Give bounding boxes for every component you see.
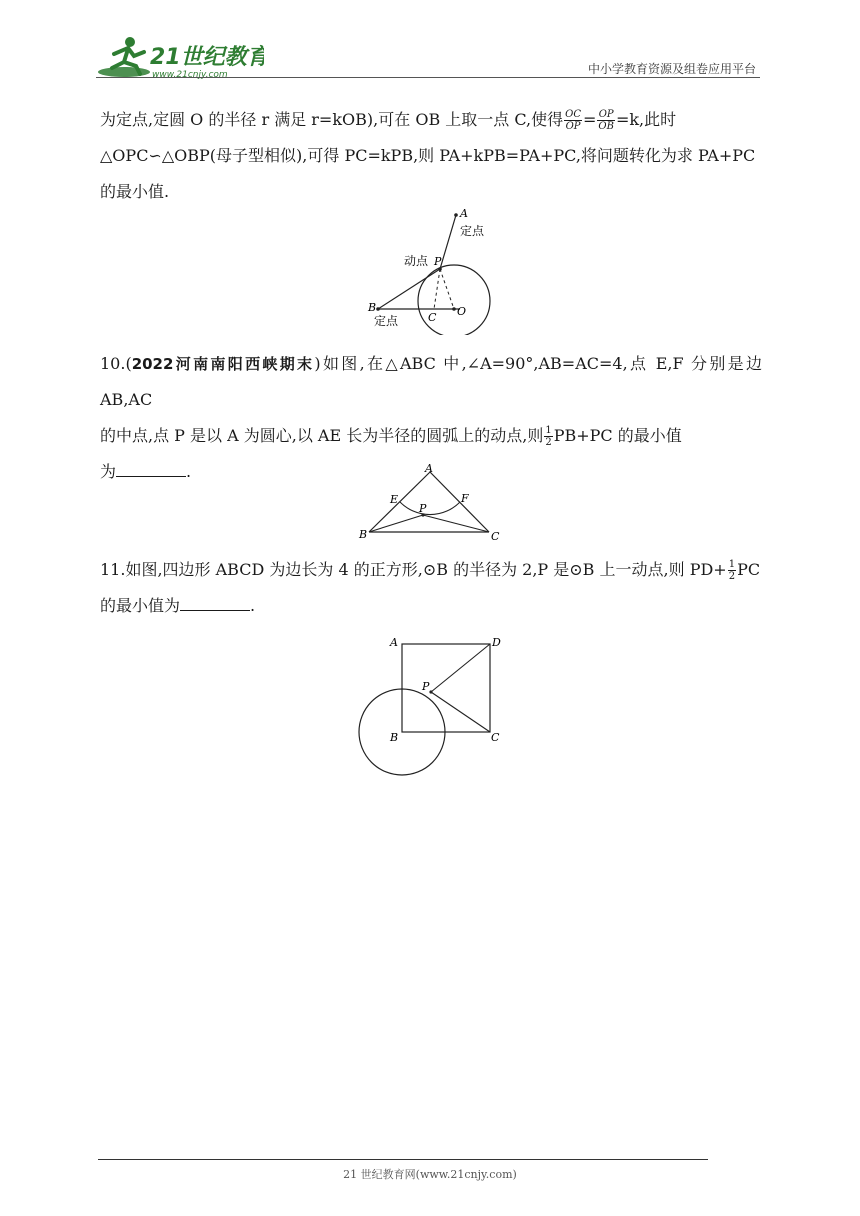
q10-text-b: 的中点,点 P 是以 A 为圆心,以 AE 长为半径的圆弧上的动点,则 [100,426,544,445]
question-11 [100,552,762,624]
logo-subtext: www.21cnjy.com [152,70,228,80]
intro-line2: △OPC∽△OBP(母子型相似),可得 PC=kPB,则 PA+kPB=PA+PC,将问题转化为求 PA+PC [100,146,756,165]
fig1-label-C: C [428,311,437,324]
figure-2 [355,460,505,549]
q10-prefix: 10.( [100,354,132,373]
fig2-label-F: F [461,492,469,505]
fig1-label-A: A [460,207,468,220]
fig1-label-P: P [434,255,442,268]
q10-answer-blank[interactable] [116,462,186,477]
fig1-label-fixed-A: 定点 [460,224,485,238]
fig2-label-C: C [491,530,500,543]
equals-sign: = [583,110,597,129]
fraction-op-ob [597,109,615,132]
fig2-label-E: E [390,493,399,506]
fig3-label-P: P [422,680,430,693]
intro-line1-a: 为定点,定圆 O 的半径 r 满足 r=kOB),可在 OB 上取一点 C,使得 [100,110,564,129]
q10-text-c: PB+PC 的最小值 [553,426,682,445]
fig1-label-O: O [457,305,467,318]
intro-line3: 的最小值. [100,182,170,201]
fraction-one-half [544,425,552,448]
fig3-label-D: D [492,636,501,649]
footer-divider [98,1159,708,1160]
frac-num: 1 [728,559,736,570]
fraction-oc-op [564,109,582,132]
figure-1 [360,205,500,339]
frac-num: OC [565,109,581,120]
q10-text-d: 为 [100,462,117,481]
intro-paragraph [100,102,762,210]
frac-den: 2 [545,437,552,448]
logo-text: 21世纪教育 [150,45,264,70]
q10-source: 2022河南南阳西峡期末 [131,355,315,373]
frac-den: OP [565,121,581,132]
fraction-one-half [728,559,736,582]
frac-num: OP [598,109,614,120]
q11-text-a: 11.如图,四边形 ABCD 为边长为 4 的正方形,⊙B 的半径为 2,P 是⊙B 上一动点,则 PD+ [100,560,727,579]
fig3-label-B: B [390,731,399,744]
fig3-label-C: C [491,731,500,744]
frac-den: OB [598,121,614,132]
fig1-label-B: B [368,301,377,314]
q11-text-d: . [250,596,256,615]
q11-text-b: PC [737,560,761,579]
header-divider [96,77,760,78]
runner-logo-icon [94,34,264,82]
fig1-label-fixed-B: 定点 [374,314,399,328]
frac-num: 1 [545,425,552,436]
figure-3 [355,630,510,784]
q10-text-a: )如图,在△ABC 中,∠A=90°,AB=AC=4,点 E,F 分别是边 AB,AC [100,354,762,409]
fig1-label-moving: 动点 [404,254,429,268]
header-logo [94,34,264,82]
q11-text-c: 的最小值为 [100,596,181,615]
fig2-label-A: A [425,462,433,475]
intro-line1-b: =k,此时 [615,110,677,129]
fig2-label-P: P [419,502,427,515]
footer-text: 21 世纪教育网(www.21cnjy.com) [343,1168,517,1181]
q10-text-e: . [186,462,192,481]
fig3-label-A: A [390,636,398,649]
fig2-label-B: B [359,528,368,541]
header-slogan: 中小学教育资源及组卷应用平台 [587,62,756,76]
frac-den: 2 [728,571,736,582]
q11-answer-blank[interactable] [180,596,250,611]
